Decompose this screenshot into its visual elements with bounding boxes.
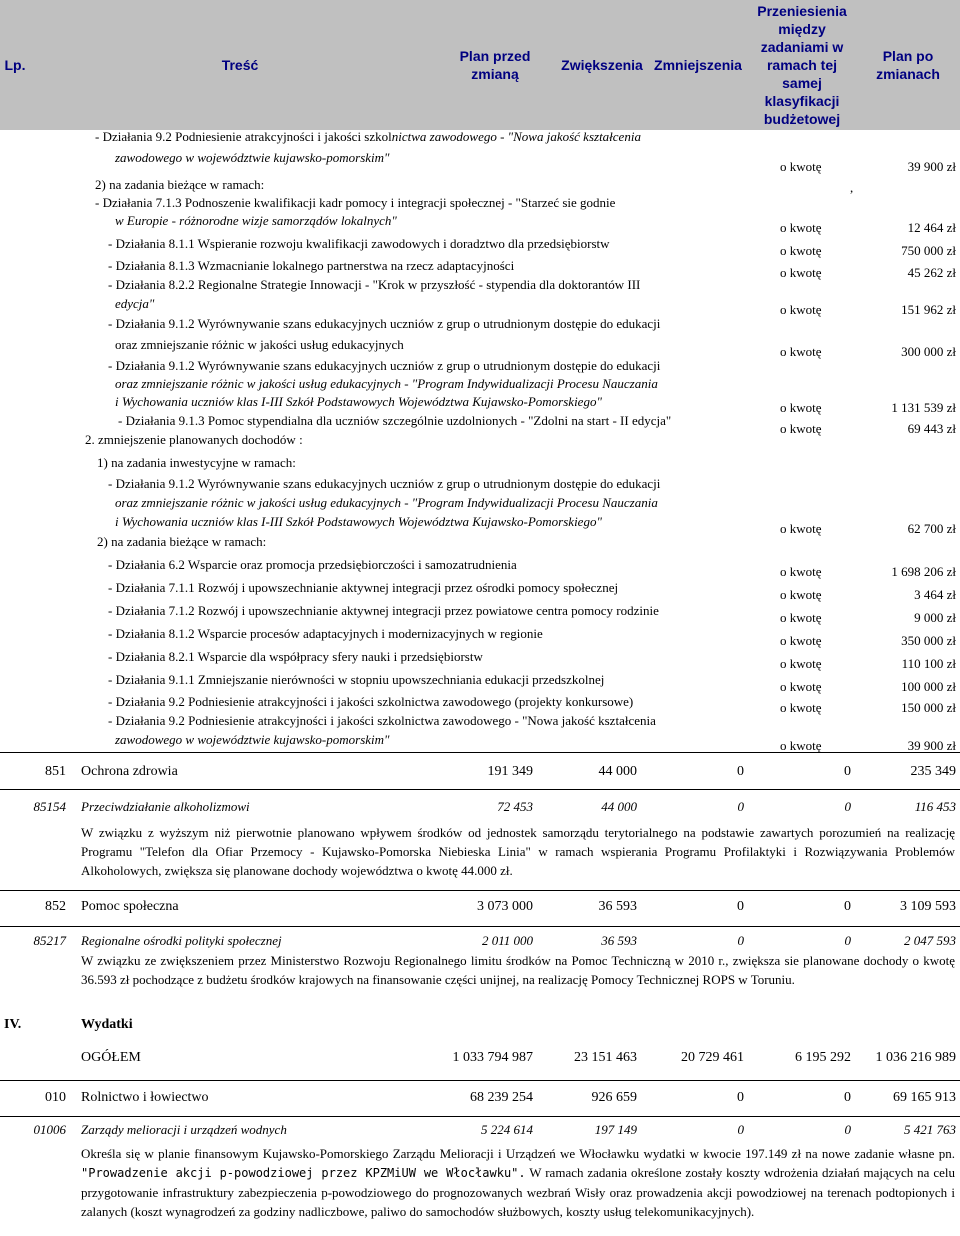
kwota-label: o kwotę bbox=[780, 521, 822, 536]
change-line: - Działania 9.1.2 Wyrównywanie szans edukacyjnych uczniów z grup o utrudnionym dostępie do edukacji bbox=[108, 358, 661, 373]
kwota-label: o kwotę bbox=[780, 400, 822, 415]
row-plan-after: 2 047 593 bbox=[904, 933, 956, 948]
row-code: 85217 bbox=[33, 933, 66, 948]
kwota-label: o kwotę bbox=[780, 265, 822, 280]
row-increase: 44 000 bbox=[598, 764, 637, 779]
change-line: - Działania 8.1.2 Wsparcie procesów adaptacyjnych i modernizacyjnych w regionie bbox=[108, 626, 543, 641]
amount-value: 62 700 zł bbox=[907, 521, 956, 536]
row-increase: 23 151 463 bbox=[574, 1050, 637, 1065]
row-transfer: 0 bbox=[844, 799, 851, 814]
row-increase: 44 000 bbox=[601, 799, 637, 814]
row-transfer: 0 bbox=[844, 1090, 851, 1105]
row-decrease: 0 bbox=[737, 799, 744, 814]
change-line: - Działania 8.1.1 Wspieranie rozwoju kwalifikacji zawodowych i doradztwo dla przedsiębiorstw bbox=[108, 236, 610, 251]
kwota-label: o kwotę bbox=[780, 700, 822, 715]
change-line: - Działania 9.1.1 Zmniejszanie nierówności w stopniu upowszechniania edukacji przedszkolnej bbox=[108, 672, 605, 687]
row-increase: 197 149 bbox=[594, 1122, 637, 1137]
row-plan-after: 69 165 913 bbox=[893, 1090, 956, 1105]
row-plan-before: 3 073 000 bbox=[477, 899, 533, 914]
row-plan-before: 2 011 000 bbox=[481, 933, 533, 948]
amount-value: 3 464 zł bbox=[914, 587, 956, 602]
row-plan-after: 3 109 593 bbox=[900, 899, 956, 914]
row-code: 01006 bbox=[33, 1122, 66, 1137]
change-line: - Działania 9.2 Podniesienie atrakcyjności i jakości szkolnictwa zawodowego - "Nowa jakość kształcenia bbox=[95, 129, 641, 144]
kwota-label: o kwotę bbox=[780, 610, 822, 625]
divider bbox=[0, 1080, 960, 1081]
change-line: - Działania 8.2.2 Regionalne Strategie Innowacji - "Krok w przyszłość - stypendia dla doktorantów III bbox=[108, 277, 641, 292]
row-increase: 926 659 bbox=[591, 1090, 637, 1105]
paragraph-part: W ramach zadania określone zostały koszty wdrożenia działań mających na celu przygotowanie infrastruktury zabezpieczenia p-powodziowego do prognozowanych wezbrań Wisły oraz prowadzenia akcji powodziowej na terenach podtopionych i zalanych (koszt wynagrodzeń za godziny nadliczbowe, paliwo do samochodów służbowych, koszty usług telekomunikacyjnych). bbox=[81, 1165, 955, 1219]
row-plan-before: 68 239 254 bbox=[470, 1090, 533, 1105]
change-line: - Działania 7.1.1 Rozwój i upowszechnianie aktywnej integracji przez ośrodki pomocy społecznej bbox=[108, 580, 619, 595]
row-code: 852 bbox=[45, 899, 66, 914]
change-line: oraz zmniejszanie różnic w jakości usług edukacyjnych - "Program Indywidualizacji Procesu Nauczania bbox=[115, 376, 658, 391]
change-line: - Działania 7.1.2 Rozwój i upowszechnianie aktywnej integracji przez powiatowe centra pomocy rodzinie bbox=[108, 603, 659, 618]
header-plan-przed: Plan przed zmianą bbox=[459, 48, 531, 82]
header-zwiekszenia: Zwiększenia bbox=[561, 57, 643, 73]
change-line: zawodowego w województwie kujawsko-pomorskim" bbox=[115, 150, 390, 165]
row-plan-after: 1 036 216 989 bbox=[875, 1050, 956, 1065]
divider bbox=[0, 1116, 960, 1117]
header-zmniejszenia: Zmniejszenia bbox=[654, 57, 742, 73]
section-number: IV. bbox=[4, 1017, 22, 1032]
row-decrease: 0 bbox=[737, 933, 744, 948]
row-increase: 36 593 bbox=[601, 933, 637, 948]
change-line: - Działania 9.1.2 Wyrównywanie szans edukacyjnych uczniów z grup o utrudnionym dostępie do edukacji bbox=[108, 316, 661, 331]
row-code: 010 bbox=[45, 1090, 66, 1105]
row-code: 851 bbox=[45, 764, 66, 779]
change-line: i Wychowania uczniów klas I-III Szkół Podstawowych Województwa Kujawsko-Pomorskiego" bbox=[115, 514, 602, 529]
amount-value: 150 000 zł bbox=[901, 700, 956, 715]
change-line: oraz zmniejszanie różnic w jakości usług edukacyjnych - "Program Indywidualizacji Procesu Nauczania bbox=[115, 495, 658, 510]
change-line: 2) na zadania bieżące w ramach: bbox=[95, 177, 265, 192]
row-total-label: OGÓŁEM bbox=[81, 1050, 141, 1065]
kwota-label: o kwotę bbox=[780, 656, 822, 671]
row-transfer: 0 bbox=[844, 899, 851, 914]
change-line: 1) na zadania inwestycyjne w ramach: bbox=[97, 455, 296, 470]
paragraph-social: W związku ze zwiększeniem przez Ministerstwo Rozwoju Regionalnego limitu środków na Pomoc Techniczną w 2010 r., zwiększa sie planowane dochody o kwotę 36.593 zł pochodzące z budżetu środków krajowych na finansowanie części unijnej, na realizację Pomocy Technicznej ROPS w Toruniu. bbox=[81, 953, 955, 987]
kwota-label: o kwotę bbox=[780, 738, 822, 753]
row-decrease: 0 bbox=[737, 899, 744, 914]
amount-value: 39 900 zł bbox=[907, 738, 956, 753]
paragraph-melioration bbox=[81, 1144, 955, 1221]
row-plan-before: 191 349 bbox=[487, 764, 533, 779]
divider bbox=[0, 890, 960, 891]
section-title: Wydatki bbox=[81, 1017, 133, 1032]
comma-mark: , bbox=[850, 180, 854, 195]
divider bbox=[0, 789, 960, 790]
row-name: Ochrona zdrowia bbox=[81, 764, 178, 779]
row-decrease: 0 bbox=[737, 1122, 744, 1137]
header-lp: Lp. bbox=[4, 57, 26, 73]
row-plan-before: 1 033 794 987 bbox=[452, 1050, 533, 1065]
row-code: 85154 bbox=[33, 799, 66, 814]
change-line: w Europie - różnorodne wizje samorządów lokalnych" bbox=[115, 213, 397, 228]
kwota-label: o kwotę bbox=[780, 587, 822, 602]
row-transfer: 0 bbox=[844, 1122, 851, 1137]
row-decrease: 20 729 461 bbox=[681, 1050, 744, 1065]
paragraph-alcohol: W związku z wyższym niż pierwotnie planowano wpływem środków od jednostek samorządu terytorialnego na podstawie zawartych porozumień na realizację Programu "Telefon dla Ofiar Przemocy - Kujawsko-Pomorska Niebieska Linia" w ramach wspierania Programu Profilaktyki i Rozwiązywania Problemów Alkoholowych, zwiększa się planowane dochody województwa o kwotę 44.000 zł. bbox=[81, 825, 955, 878]
change-line: - Działania 9.2 Podniesienie atrakcyjności i jakości szkolnictwa zawodowego (projekty konkursowe) bbox=[108, 694, 634, 709]
change-line: edycja" bbox=[115, 296, 155, 311]
change-line: - Działania 9.1.3 Pomoc stypendialna dla uczniów szczególnie uzdolnionych - "Zdolni na start - II edycja" bbox=[118, 413, 672, 428]
row-name: Pomoc społeczna bbox=[81, 899, 179, 914]
amount-value: 45 262 zł bbox=[907, 265, 956, 280]
header-przeniesienia: Przeniesienia między zadaniami w ramach tej samej klasyfikacji budżetowej bbox=[757, 3, 847, 127]
row-name: Regionalne ośrodki polityki społecznej bbox=[81, 933, 282, 948]
kwota-label: o kwotę bbox=[780, 633, 822, 648]
amount-value: 350 000 zł bbox=[901, 633, 956, 648]
kwota-label: o kwotę bbox=[780, 302, 822, 317]
row-transfer: 6 195 292 bbox=[795, 1050, 851, 1065]
divider bbox=[0, 926, 960, 927]
amount-value: 69 443 zł bbox=[907, 421, 956, 436]
row-transfer: 0 bbox=[844, 933, 851, 948]
row-decrease: 0 bbox=[737, 1090, 744, 1105]
row-plan-after: 5 421 763 bbox=[904, 1122, 956, 1137]
kwota-label: o kwotę bbox=[780, 421, 822, 436]
amount-value: 39 900 zł bbox=[907, 159, 956, 174]
change-line: zawodowego w województwie kujawsko-pomorskim" bbox=[115, 732, 390, 747]
row-increase: 36 593 bbox=[598, 899, 637, 914]
change-line: i Wychowania uczniów klas I-III Szkół Podstawowych Województwa Kujawsko-Pomorskiego" bbox=[115, 394, 602, 409]
kwota-label: o kwotę bbox=[780, 243, 822, 258]
kwota-label: o kwotę bbox=[780, 344, 822, 359]
task-name: "Prowadzenie akcji p-powodziowej przez KPZMiUW we Włocławku". bbox=[81, 1166, 526, 1180]
change-line: - Działania 6.2 Wsparcie oraz promocja przedsiębiorczości i samozatrudnienia bbox=[108, 557, 517, 572]
header-tresc: Treść bbox=[221, 57, 259, 73]
row-plan-after: 116 453 bbox=[914, 799, 956, 814]
change-line: - Działania 9.1.2 Wyrównywanie szans edukacyjnych uczniów z grup o utrudnionym dostępie do edukacji bbox=[108, 476, 661, 491]
change-line: - Działania 9.2 Podniesienie atrakcyjności i jakości szkolnictwa zawodowego - "Nowa jakość kształcenia bbox=[108, 713, 656, 728]
change-line: - Działania 7.1.3 Podnoszenie kwalifikacji kadr pomocy i integracji społecznej - "Starzeć sie godnie bbox=[95, 195, 616, 210]
kwota-label: o kwotę bbox=[780, 220, 822, 235]
amount-value: 12 464 zł bbox=[907, 220, 956, 235]
divider bbox=[0, 752, 960, 753]
amount-value: 9 000 zł bbox=[914, 610, 956, 625]
change-line: oraz zmniejszanie różnic w jakości usług edukacyjnych bbox=[115, 337, 404, 352]
amount-value: 300 000 zł bbox=[901, 344, 956, 359]
change-line: 2. zmniejszenie planowanych dochodów : bbox=[85, 432, 303, 447]
kwota-label: o kwotę bbox=[780, 679, 822, 694]
amount-value: 750 000 zł bbox=[901, 243, 956, 258]
row-name: Rolnictwo i łowiectwo bbox=[81, 1090, 209, 1105]
change-line: - Działania 8.2.1 Wsparcie dla współpracy sfery nauki i przedsiębiorstw bbox=[108, 649, 483, 664]
header-plan-po: Plan po zmianach bbox=[876, 48, 940, 82]
amount-value: 1 698 206 zł bbox=[891, 564, 956, 579]
row-plan-before: 72 453 bbox=[497, 799, 533, 814]
row-plan-before: 5 224 614 bbox=[481, 1122, 533, 1137]
amount-value: 1 131 539 zł bbox=[891, 400, 956, 415]
amount-value: 110 100 zł bbox=[901, 656, 956, 671]
paragraph-part: Określa się w planie finansowym Kujawsko-Pomorskiego Zarządu Melioracji i Urządzeń we Włocławku wydatki w kwocie 197.149 zł na nowe zadanie własne pn. bbox=[81, 1146, 955, 1161]
row-name: Zarządy melioracji i urządzeń wodnych bbox=[81, 1122, 287, 1137]
row-name: Przeciwdziałanie alkoholizmowi bbox=[81, 799, 250, 814]
row-plan-after: 235 349 bbox=[910, 764, 956, 779]
table-header bbox=[0, 0, 960, 130]
amount-value: 151 962 zł bbox=[901, 302, 956, 317]
row-decrease: 0 bbox=[737, 764, 744, 779]
kwota-label: o kwotę bbox=[780, 159, 822, 174]
amount-value: 100 000 zł bbox=[901, 679, 956, 694]
change-line: 2) na zadania bieżące w ramach: bbox=[97, 534, 267, 549]
change-line: - Działania 8.1.3 Wzmacnianie lokalnego partnerstwa na rzecz adaptacyjności bbox=[108, 258, 515, 273]
kwota-label: o kwotę bbox=[780, 564, 822, 579]
row-transfer: 0 bbox=[844, 764, 851, 779]
